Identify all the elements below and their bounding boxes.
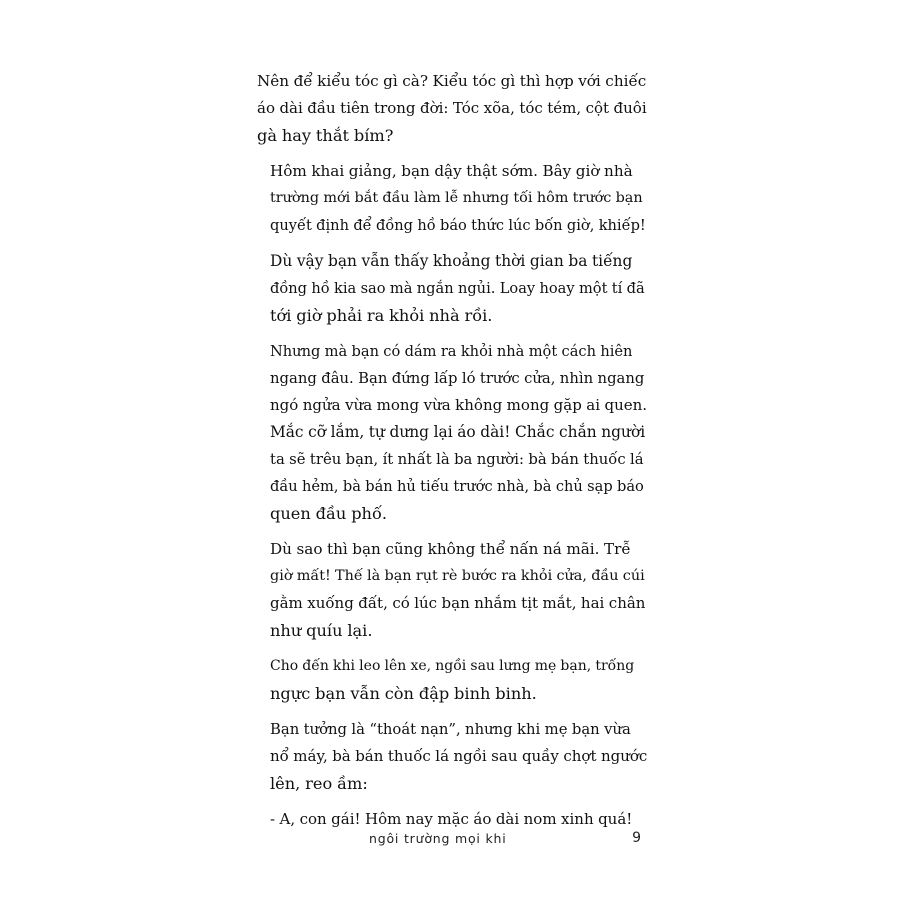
text-line: tới giờ phải ra khỏi nhà rồi. [270,306,493,325]
text-line: ngang đâu. Bạn đứng lấp ló trước cửa, nhìn ngang [270,370,645,387]
text-line: Nhưng mà bạn có dám ra khỏi nhà một cách hiên [270,343,633,360]
text-line: áo dài đầu tiên trong đời: Tóc xõa, tóc tém, cột đuôi [257,99,647,117]
text-line: Nên để kiểu tóc gì cà? Kiểu tóc gì thì hợp với chiếc [257,72,647,90]
paragraph [257,68,647,149]
paragraph [257,653,647,707]
text-line: Cho đến khi leo lên xe, ngồi sau lưng mẹ bạn, trống [270,658,635,674]
paragraph [257,806,647,833]
text-line: ngó ngửa vừa mong vừa không mong gặp ai quen. [270,396,648,414]
paragraph [257,716,647,797]
page-footer [257,831,647,853]
page-body [257,68,647,842]
text-line: Dù sao thì bạn cũng không thể nấn ná mãi. Trễ [270,540,631,558]
text-line: ngực bạn vẫn còn đập binh binh. [270,684,537,703]
text-line: - A, con gái! Hôm nay mặc áo dài nom xinh quá! [270,810,633,828]
paragraph [257,248,647,329]
paragraph [257,158,647,239]
text-line: Hôm khai giảng, bạn dậy thật sớm. Bây giờ nhà [270,162,633,180]
text-line: Mắc cỡ lắm, tự dưng lại áo dài! Chắc chắn người [270,423,646,441]
text-line: gằm xuống đất, có lúc bạn nhắm tịt mắt, hai chân [270,594,646,612]
page-number: 9 [632,830,641,846]
running-title: ngôi trường mọi khi [369,831,507,846]
text-line: quyết định để đồng hồ báo thức lúc bốn giờ, khiếp! [270,217,646,234]
text-line: đầu hẻm, bà bán hủ tiếu trước nhà, bà chủ sạp báo [270,478,644,495]
text-line: trường mới bắt đầu làm lễ nhưng tối hôm trước bạn [270,190,643,206]
text-line: như quíu lại. [270,621,373,640]
text-line: quen đầu phố. [270,504,388,523]
text-line: ta sẽ trêu bạn, ít nhất là ba người: bà bán thuốc lá [270,451,644,468]
paragraph [257,338,647,527]
text-line: nổ máy, bà bán thuốc lá ngồi sau quầy chợt ngước [270,747,648,765]
text-line: gà hay thắt bím? [257,126,394,145]
paragraph [257,536,647,644]
text-line: Bạn tưởng là “thoát nạn”, nhưng khi mẹ bạn vừa [270,721,631,738]
text-line: đồng hồ kia sao mà ngắn ngủi. Loay hoay một tí đã [270,280,645,297]
text-line: lên, reo ầm: [270,774,368,793]
text-line: giờ mất! Thế là bạn rụt rè bước ra khỏi cửa, đầu cúi [270,568,645,584]
text-line: Dù vậy bạn vẫn thấy khoảng thời gian ba tiếng [270,252,633,270]
